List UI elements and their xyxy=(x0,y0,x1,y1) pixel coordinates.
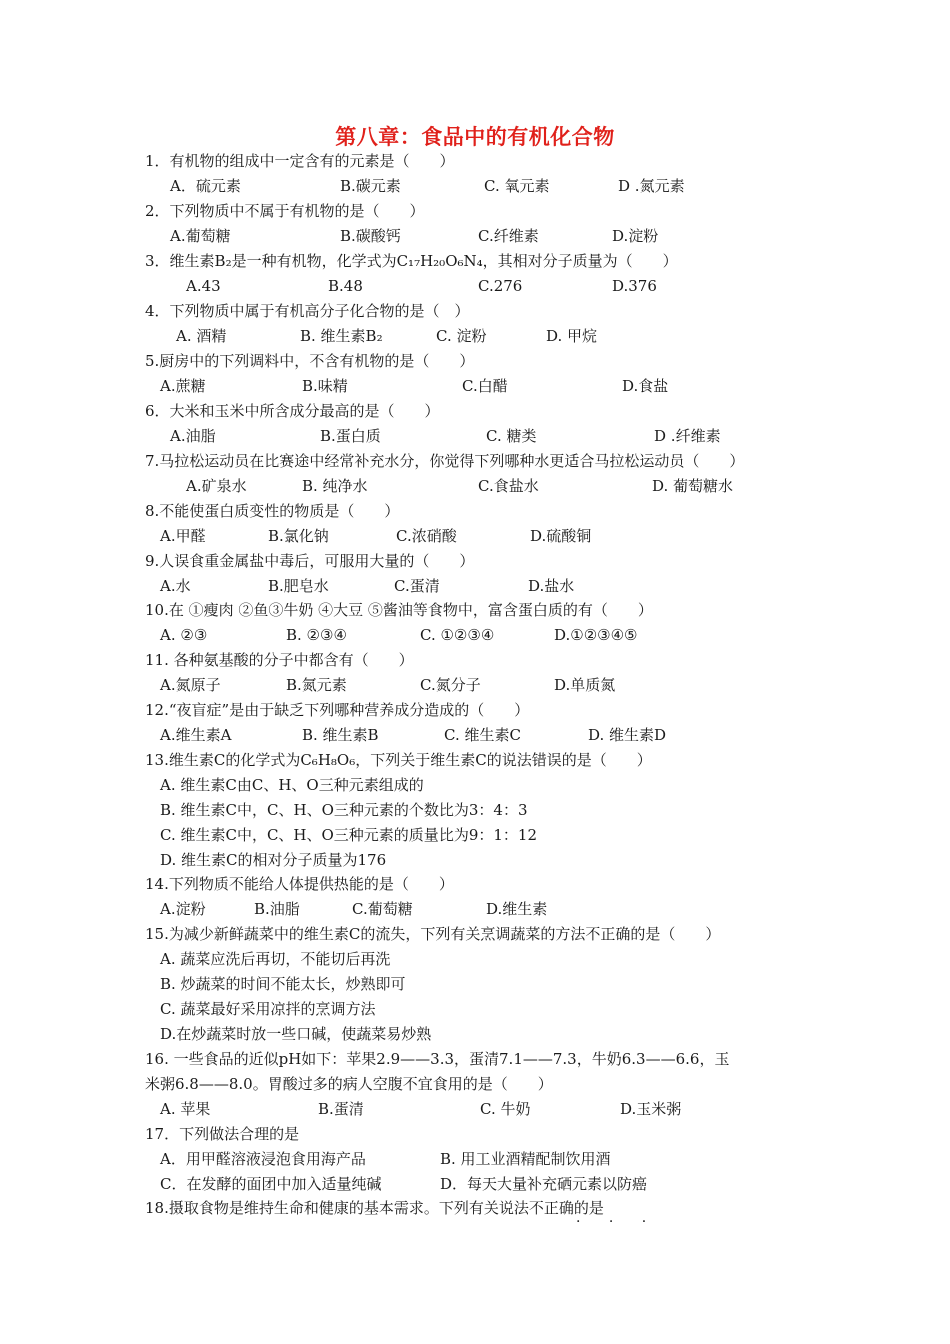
question-9: 9.人误食重金属盐中毒后，可服用大量的（ ） xyxy=(145,552,475,570)
question-6: 6．大米和玉米中所含成分最高的是（ ） xyxy=(145,402,440,420)
q16-option-a: A. 苹果 xyxy=(160,1100,211,1118)
q15-option-a: A. 蔬菜应洗后再切，不能切后再洗 xyxy=(160,950,391,968)
q7-option-b: B. 纯净水 xyxy=(302,477,368,495)
q10-option-d: D.①②③④⑤ xyxy=(554,626,638,644)
q9-option-a: A.水 xyxy=(160,577,191,595)
q3-option-b: B.48 xyxy=(328,277,363,295)
q1-option-b: B.碳元素 xyxy=(340,177,401,195)
q11-option-d: D.单质氮 xyxy=(554,676,616,694)
q12-option-c: C. 维生素C xyxy=(444,726,521,744)
q16-option-d: D.玉米粥 xyxy=(620,1100,682,1118)
q10-option-a: A. ②③ xyxy=(160,626,208,644)
emphasis-dots: · · · xyxy=(576,1214,659,1230)
question-4: 4．下列物质中属于有机高分子化合物的是（ ） xyxy=(145,302,470,320)
q14-option-d: D.维生素 xyxy=(486,900,548,918)
question-12: 12.“夜盲症”是由于缺乏下列哪种营养成分造成的（ ） xyxy=(145,701,530,719)
question-15: 15.为减少新鲜蔬菜中的维生素C的流失，下列有关烹调蔬菜的方法不正确的是（ ） xyxy=(145,925,721,943)
question-3: 3．维生素B₂是一种有机物，化学式为C₁₇H₂₀O₆N₄，其相对分子质量为（ ） xyxy=(145,252,678,270)
q2-option-a: A.葡萄糖 xyxy=(170,227,231,245)
q8-option-c: C.浓硝酸 xyxy=(396,527,457,545)
q4-option-d: D. 甲烷 xyxy=(546,327,598,345)
q14-option-b: B.油脂 xyxy=(254,900,300,918)
q11-option-c: C.氮分子 xyxy=(420,676,481,694)
q7-option-c: C.食盐水 xyxy=(478,477,539,495)
q3-option-c: C.276 xyxy=(478,277,523,295)
question-8: 8.不能使蛋白质变性的物质是（ ） xyxy=(145,502,400,520)
q17-option-a: A．用甲醛溶液浸泡食用海产品 xyxy=(160,1150,366,1168)
q13-option-d: D. 维生素C的相对分子质量为176 xyxy=(160,851,387,869)
question-11: 11. 各种氨基酸的分子中都含有（ ） xyxy=(145,651,414,669)
q4-option-b: B. 维生素B₂ xyxy=(300,327,383,345)
q11-option-a: A.氮原子 xyxy=(160,676,221,694)
q15-option-b: B. 炒蔬菜的时间不能太长，炒熟即可 xyxy=(160,975,406,993)
question-10: 10.在 ①瘦肉 ②鱼③牛奶 ④大豆 ⑤酱油等食物中，富含蛋白质的有（ ） xyxy=(145,601,653,619)
question-17: 17．下列做法合理的是 xyxy=(145,1125,300,1143)
q16-option-c: C. 牛奶 xyxy=(480,1100,531,1118)
q17-option-b: B. 用工业酒精配制饮用酒 xyxy=(440,1150,611,1168)
q17-option-d: D．每天大量补充硒元素以防癌 xyxy=(440,1175,648,1193)
q15-option-d: D.在炒蔬菜时放一些口碱，使蔬菜易炒熟 xyxy=(160,1025,432,1043)
question-14: 14.下列物质不能给人体提供热能的是（ ） xyxy=(145,875,454,893)
q5-option-a: A.蔗糖 xyxy=(160,377,206,395)
q15-option-c: C. 蔬菜最好采用凉拌的烹调方法 xyxy=(160,1000,376,1018)
q6-option-c: C. 糖类 xyxy=(486,427,537,445)
q12-option-a: A.维生素A xyxy=(160,726,232,744)
q17-option-c: C．在发酵的面团中加入适量纯碱 xyxy=(160,1175,382,1193)
q8-option-b: B.氯化钠 xyxy=(268,527,329,545)
q11-option-b: B.氮元素 xyxy=(286,676,347,694)
question-2: 2．下列物质中不属于有机物的是（ ） xyxy=(145,202,425,220)
q6-option-b: B.蛋白质 xyxy=(320,427,381,445)
q13-option-b: B. 维生素C中，C、H、O三种元素的个数比为3：4：3 xyxy=(160,801,528,819)
q6-option-a: A.油脂 xyxy=(170,427,216,445)
q16-option-b: B.蛋清 xyxy=(318,1100,364,1118)
q13-option-c: C. 维生素C中，C、H、O三种元素的质量比为9：1：12 xyxy=(160,826,537,844)
q9-option-c: C.蛋清 xyxy=(394,577,440,595)
page-title: 第八章：食品中的有机化合物 xyxy=(335,125,615,149)
q8-option-d: D.硫酸铜 xyxy=(530,527,592,545)
q6-option-d: D .纤维素 xyxy=(654,427,721,445)
q2-option-b: B.碳酸钙 xyxy=(340,227,401,245)
q5-option-d: D.食盐 xyxy=(622,377,669,395)
q5-option-c: C.白醋 xyxy=(462,377,508,395)
q3-option-a: A.43 xyxy=(186,277,221,295)
q12-option-d: D. 维生素D xyxy=(588,726,667,744)
q10-option-c: C. ①②③④ xyxy=(420,626,495,644)
question-13: 13.维生素C的化学式为C₆H₈O₆，下列关于维生素C的说法错误的是（ ） xyxy=(145,751,652,769)
q8-option-a: A.甲醛 xyxy=(160,527,206,545)
question-7: 7.马拉松运动员在比赛途中经常补充水分，你觉得下列哪种水更适合马拉松运动员（ ） xyxy=(145,452,745,470)
q9-option-b: B.肥皂水 xyxy=(268,577,329,595)
q10-option-b: B. ②③④ xyxy=(286,626,347,644)
question-5: 5.厨房中的下列调料中，不含有机物的是（ ） xyxy=(145,352,475,370)
q12-option-b: B. 维生素B xyxy=(302,726,379,744)
q1-option-d: D .氮元素 xyxy=(618,177,685,195)
q9-option-d: D.盐水 xyxy=(528,577,575,595)
question-16-line-2: 米粥6.8——8.0。胃酸过多的病人空腹不宜食用的是（ ） xyxy=(145,1075,553,1093)
q4-option-a: A. 酒精 xyxy=(176,327,227,345)
question-18: 18.摄取食物是维持生命和健康的基本需求。下列有关说法不正确的是 xyxy=(145,1199,604,1217)
question-16-line-1: 16. 一些食品的近似pH如下：苹果2.9——3.3，蛋清7.1——7.3，牛奶6.3——6.6，玉 xyxy=(145,1050,730,1068)
q1-option-a: A．硫元素 xyxy=(170,177,241,195)
q2-option-c: C.纤维素 xyxy=(478,227,539,245)
q13-option-a: A. 维生素C由C、H、O三种元素组成的 xyxy=(160,776,424,794)
q2-option-d: D.淀粉 xyxy=(612,227,659,245)
question-1: 1．有机物的组成中一定含有的元素是（ ） xyxy=(145,152,455,170)
q5-option-b: B.味精 xyxy=(302,377,348,395)
q7-option-d: D. 葡萄糖水 xyxy=(652,477,734,495)
q7-option-a: A.矿泉水 xyxy=(186,477,247,495)
q14-option-c: C.葡萄糖 xyxy=(352,900,413,918)
q14-option-a: A.淀粉 xyxy=(160,900,206,918)
q1-option-c: C. 氧元素 xyxy=(484,177,550,195)
q3-option-d: D.376 xyxy=(612,277,657,295)
q4-option-c: C. 淀粉 xyxy=(436,327,487,345)
